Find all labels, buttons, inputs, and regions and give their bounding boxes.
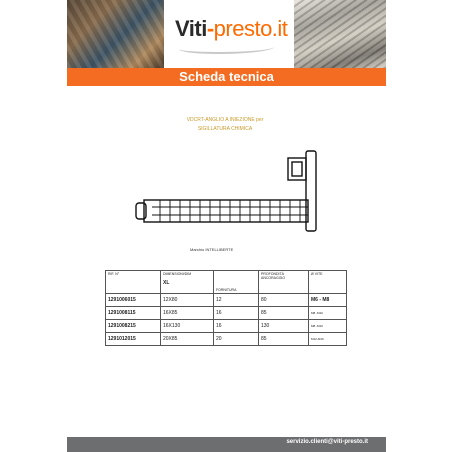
table-cell: M12-M16 <box>309 333 347 346</box>
table-cell: 16X130 <box>161 320 214 333</box>
table-cell: 16 <box>214 320 259 333</box>
tools-photo <box>67 0 164 68</box>
col-dim-header: DIMENSIONI/DIM XL <box>161 271 214 294</box>
logo-dash: - <box>206 16 214 41</box>
subtitle-line-2: SIGILLATURA CHIMICA <box>197 126 253 132</box>
table-row <box>106 294 347 307</box>
logo-main: Viti <box>175 16 207 41</box>
logo[interactable] <box>175 16 287 42</box>
drawing-caption: Marchio INTELLIBERTE <box>190 247 234 252</box>
banner-title: Scheda tecnica <box>67 68 386 86</box>
table-row <box>106 333 347 346</box>
table-cell: 1291008115 <box>106 307 161 320</box>
spec-table <box>105 270 347 346</box>
header <box>67 0 386 68</box>
table-row <box>106 320 347 333</box>
logo-rest: presto.it <box>213 16 288 41</box>
subtitle-line-1: VDCRT-ANGLIO A INIEZIONE per <box>186 117 264 123</box>
table-cell: 16 <box>214 307 259 320</box>
table-cell: 12X80 <box>161 294 214 307</box>
table-cell: M8 -M10 <box>309 320 347 333</box>
product-subtitle <box>150 116 300 134</box>
table-cell: 20X85 <box>161 333 214 346</box>
table-cell: 85 <box>259 333 309 346</box>
table-cell: 12 <box>214 294 259 307</box>
footer-email-link[interactable]: servizio.clienti@viti-presto.it <box>286 439 368 445</box>
table-cell: 85 <box>259 307 309 320</box>
col-fornitura-header: FORNITURA <box>214 271 259 294</box>
logo-swoosh <box>179 42 274 54</box>
table-cell: 1291012015 <box>106 333 161 346</box>
table-cell: 20 <box>214 333 259 346</box>
table-header-row <box>106 271 347 294</box>
table-cell: 1291008215 <box>106 320 161 333</box>
col-vite-header: Ø VITE <box>309 271 347 294</box>
anchor-sleeve-drawing <box>130 148 320 238</box>
table-cell: 130 <box>259 320 309 333</box>
screws-photo <box>294 0 386 68</box>
table-cell: 16X85 <box>161 307 214 320</box>
table-cell: M8 -M10 <box>309 307 347 320</box>
col-ref-header: RIF. N° <box>106 271 161 294</box>
table-cell: 1291006015 <box>106 294 161 307</box>
col-prof-header: PROFONDITÀ ANCORAGGIO <box>259 271 309 294</box>
table-cell: M6 - M8 <box>309 294 347 307</box>
table-cell: 80 <box>259 294 309 307</box>
table-row <box>106 307 347 320</box>
footer-bar <box>67 437 386 452</box>
